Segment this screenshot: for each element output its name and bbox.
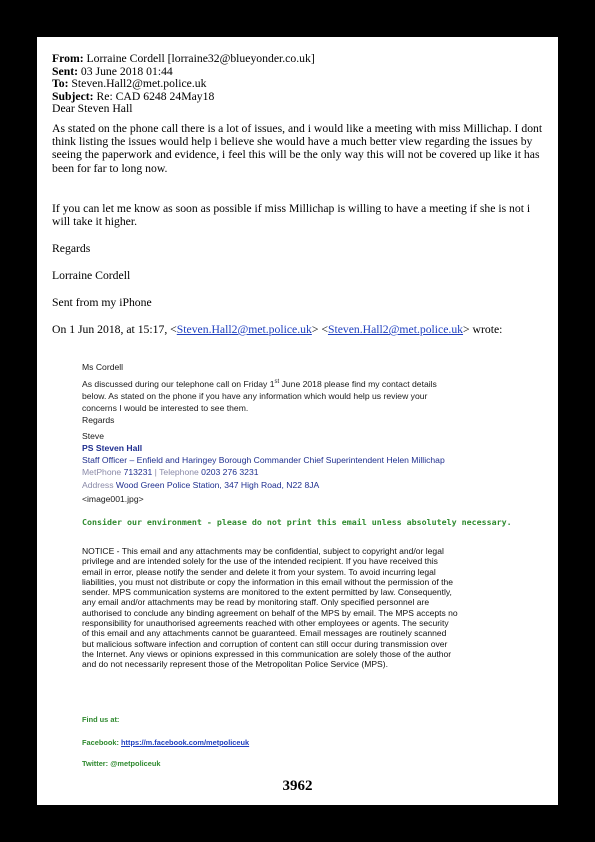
notice-line: privilege and are intended solely for the use of the intended recipient. If you have received this [82,556,438,567]
quoted-line-3: concerns I would be interested to see them. [82,403,249,413]
subject-label: Subject: [52,89,94,103]
signature-role: Staff Officer – Enfield and Haringey Borough Commander Chief Superintendent Helen Millichap [82,455,445,465]
body-paragraph-2: If you can let me know as soon as possible if miss Millichap is willing to have a meeting if she is not i will take it higher. [52,202,531,229]
notice-line: liabilities, you must not distribute or copy the information in this email without the permission of the [82,576,454,587]
notice-line: responsibility for unauthorised agreements reached with other employees or agents. The security [82,618,449,629]
regards-text: Regards [52,242,91,255]
signature-name: PS Steven Hall [82,443,143,453]
notice-line: of this email and any attachments cannot be guaranteed. Email messages are routinely scanned [82,628,447,639]
to-label: To: [52,77,69,91]
quoted-regards: Regards [82,415,115,425]
twitter-line: Twitter: @metpoliceuk [82,759,161,768]
signature-phone: MetPhone 713231 | Telephone 0203 276 3231 [82,467,259,477]
notice-line: but malicious software infection and corruption of content can still occur during transmission over [82,638,448,649]
body-paragraph-1: As stated on the phone call there is a lot of issues, and i would like a meeting with miss Millichap. I dont think listing the issues would help i believe she would have a much better view regarding the issues by seeing the paperwork and evidence, i feel this will be the only way this will not be covered up like it has been for far to long now. [52,122,543,175]
quote-intro: On 1 Jun 2018, at 15:17, <Steven.Hall2@met.police.uk> <Steven.Hall2@met.police.uk> wrote: [52,323,503,336]
image-reference: <image001.jpg> [82,494,144,504]
environment-notice: Consider our environment - please do not print this email unless absolutely necessary. [82,517,512,527]
notice-line: the Internet. Any views or opinions expressed in this communication are solely those of the author [82,648,452,659]
greeting: Dear Steven Hall [52,102,133,116]
sent-value: 03 June 2018 01:44 [80,64,173,78]
quoted-line-2: below. As stated on the phone if you have any information which would help us review your [82,391,428,401]
notice-line: email in error, please notify the sender and delete it from your system. To avoid incurring legal [82,566,436,577]
find-us-heading: Find us at: [82,715,120,724]
signature-address: Address Wood Green Police Station, 347 High Road, N22 8JA [82,480,320,490]
sent-from-text: Sent from my iPhone [52,296,152,309]
notice-line: NOTICE - This email and any attachments may be confidential, subject to copyright and/or legal [82,546,444,556]
notice-line: and do not necessarily represent those of the Metropolitan Police Service (MPS). [82,659,388,670]
quote-email-link-2[interactable]: Steven.Hall2@met.police.uk [327,323,464,336]
subject-value: Re: CAD 6248 24May18 [96,89,215,103]
notice-line: authorised to conclude any binding agreement on behalf of the MPS by email. The MPS accepts no [82,607,458,618]
document-page [37,37,558,805]
to-value: Steven.Hall2@met.police.uk [71,77,207,91]
facebook-link[interactable]: https://m.facebook.com/metpoliceuk [121,738,250,747]
facebook-line: Facebook: https://m.facebook.com/metpoliceuk [82,738,250,747]
page-number: 3962 [282,778,313,794]
quoted-signoff: Steve [82,431,104,441]
notice-line: sender. MPS communication systems are monitored to the extent permitted by law. Consequently, [82,587,452,598]
quoted-line-1: As discussed during our telephone call on Friday 1st June 2018 please find my contact details [82,379,437,389]
email-header [52,53,547,116]
from-value: Lorraine Cordell [lorraine32@blueyonder.co.uk] [86,52,315,65]
from-label: From: [52,52,84,65]
sender-name: Lorraine Cordell [52,269,131,282]
quoted-salutation: Ms Cordell [82,362,124,372]
sent-label: Sent: [52,64,78,78]
quote-email-link-1[interactable]: Steven.Hall2@met.police.uk [176,323,312,336]
notice-line: any email and/or attachments may be read by monitoring staff. Only specified personnel are [82,597,430,608]
legal-notice [82,546,522,670]
